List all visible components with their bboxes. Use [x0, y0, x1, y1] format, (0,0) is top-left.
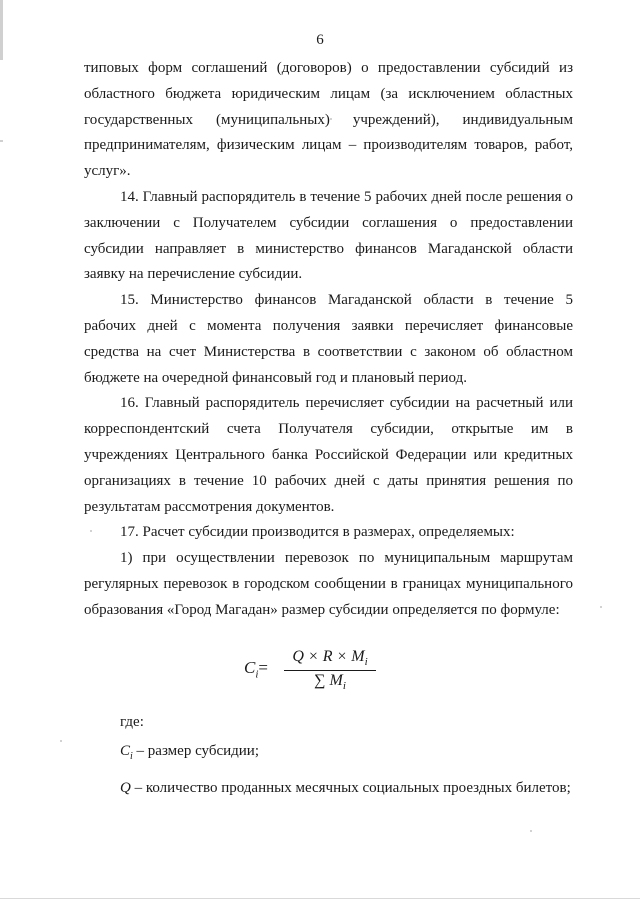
definition-ci-symbol: C: [120, 743, 131, 760]
formula-denominator-sub: i: [342, 679, 346, 692]
subsidy-formula: [84, 648, 573, 696]
spacer: [84, 696, 573, 710]
formula-equals: =: [258, 657, 268, 677]
formula-fraction: [284, 648, 376, 692]
page-number: 6: [316, 32, 324, 48]
scan-bottom-edge: [0, 898, 640, 899]
definition-q-symbol: Q: [120, 780, 131, 797]
definition-ci-text: – размер субсидии;: [132, 743, 260, 760]
formula-numerator-sub: i: [364, 655, 368, 668]
paragraph-continuation: типовых форм соглашений (договоров) о предоставлении субсидий из областного бюджета юридическим лицам (за исключением областных государственных (муниципальных) учреждений), индивидуальным предпринимателям, физическим лицам – производителям товаров, работ, услуг».: [84, 60, 573, 180]
document-body: [84, 56, 573, 802]
paragraph-17-1: 1) при осуществлении перевозок по муниципальным маршрутам регулярных перевозок в городском сообщении в границах муниципального образования «Город Магадан» размер субсидии определяется по формуле:: [84, 550, 573, 618]
definition-ci-sub: i: [130, 751, 133, 763]
scan-margin-mark: [0, 0, 3, 60]
formula-numerator: [284, 648, 376, 671]
definition-q: [84, 776, 573, 802]
scan-margin-mark: [0, 140, 3, 142]
definition-q-text: – количество проданных месячных социальных проездных билетов;: [130, 780, 571, 797]
formula-denominator-text: ∑ M: [314, 671, 343, 689]
paragraph-16: 16. Главный распорядитель перечисляет субсидии на расчетный или корреспондентский счета Получателя субсидии, открытые им в учреждениях Центрального банка Российской Федерации или кредитных организациях в течение 10 рабочих дней с даты принятия решения по результатам рассмотрения документов.: [84, 395, 573, 515]
definition-ci: [84, 739, 573, 770]
formula-lhs-sub: i: [255, 667, 259, 680]
scan-speck: [530, 830, 532, 832]
formula-denominator: [284, 671, 376, 692]
where-label: где:: [120, 713, 144, 730]
formula-lhs: [244, 658, 268, 680]
paragraph-17: 17. Расчет субсидии производится в размерах, определяемых:: [120, 524, 515, 541]
scan-speck: [60, 740, 62, 742]
formula-numerator-text: Q × R × M: [292, 647, 365, 665]
scan-speck: [600, 606, 602, 608]
paragraph-14: 14. Главный распорядитель в течение 5 рабочих дней после решения о заключении с Получателем субсидии соглашения о предоставлении субсидии направляет в министерство финансов Магаданской области заявку на перечисление субсидии.: [84, 188, 573, 283]
formula-lhs-symbol: C: [244, 657, 256, 677]
paragraph-15: 15. Министерство финансов Магаданской области в течение 5 рабочих дней с момента получения заявки перечисляет финансовые средства на счет Министерства в соответствии с законом об областном бюджете на очередной финансовый год и плановый период.: [84, 292, 573, 386]
